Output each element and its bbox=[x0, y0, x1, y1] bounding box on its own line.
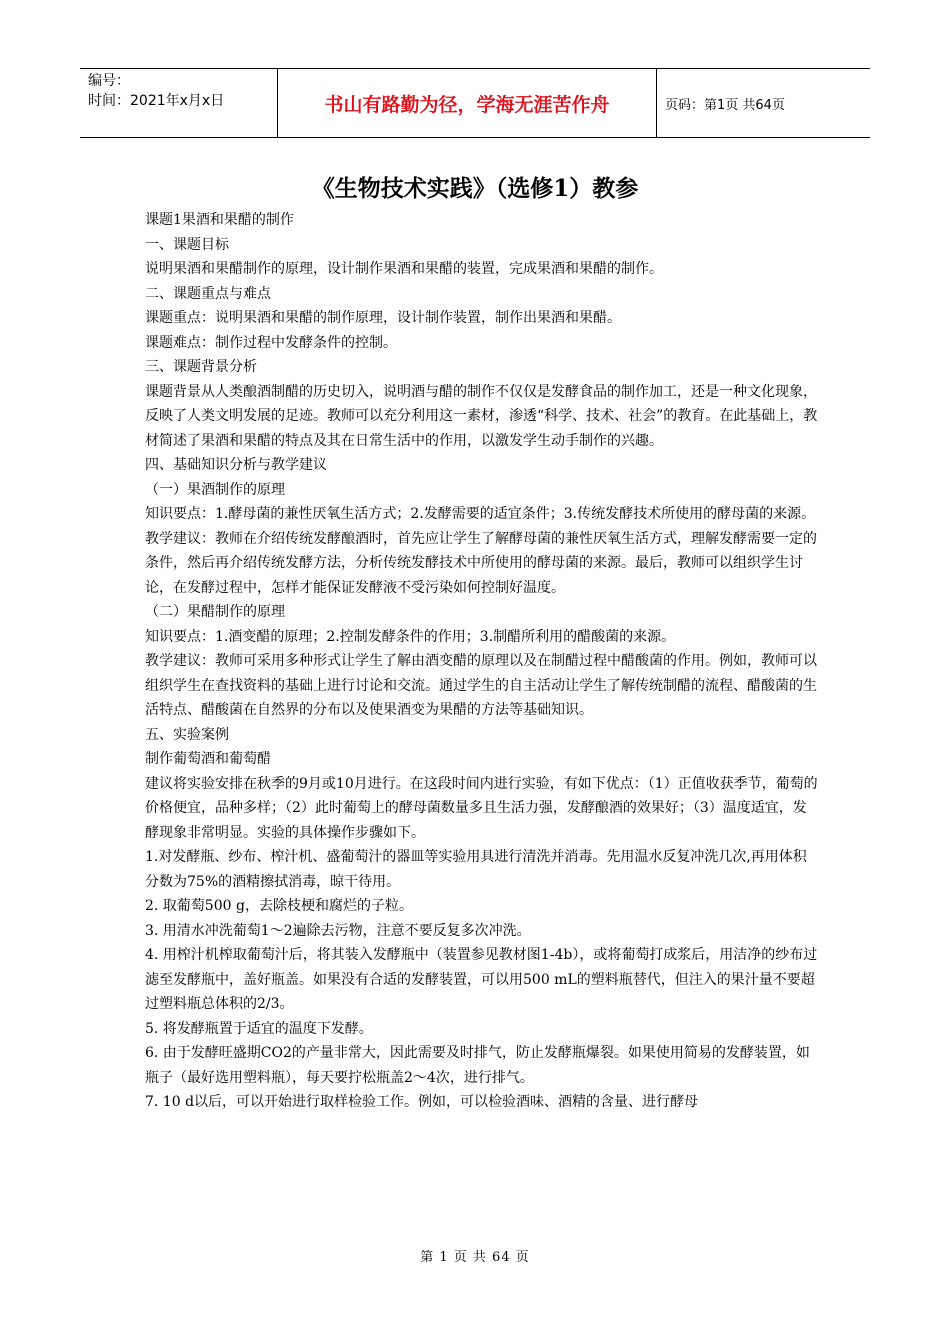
header-motto: 书山有路勤为径，学海无涯苦作舟 bbox=[278, 69, 657, 137]
paragraph: 知识要点：1.酵母菌的兼性厌氧生活方式；2.发酵需要的适宜条件；3.传统发酵技术所使用的酵母菌的来源。 bbox=[145, 506, 816, 522]
paragraph: 课题1果酒和果醋的制作 bbox=[145, 212, 294, 228]
paragraph: 三、课题背景分析 bbox=[145, 359, 257, 375]
paragraph: 知识要点：1.酒变醋的原理；2.控制发酵条件的作用；3.制醋所利用的醋酸菌的来源。 bbox=[145, 628, 676, 645]
paragraph: 6. 由于发酵旺盛期CO2的产量非常大，因此需要及时排气，防止发酵瓶爆裂。如果使用简易的发酵装置，如瓶子（最好选用塑料瓶），每天要拧松瓶盖2～4次，进行排气。 bbox=[145, 1045, 810, 1086]
paragraph: 5. 将发酵瓶置于适宜的温度下发酵。 bbox=[145, 1020, 373, 1037]
paragraph: 教学建议：教师可采用多种形式让学生了解由酒变醋的原理以及在制醋过程中醋酸菌的作用。例如，教师可以组织学生在查找资料的基础上进行讨论和交流。通过学生的自主活动让学生了解传统制醋的流程、醋酸菌的生活特点、醋酸菌在自然界的分布以及使果酒变为果醋的方法等基础知识。 bbox=[145, 653, 817, 718]
paragraph: 课题重点：说明果酒和果醋的制作原理，设计制作装置，制作出果酒和果醋。 bbox=[145, 310, 621, 326]
paragraph: 二、课题重点与难点 bbox=[145, 285, 271, 302]
paragraph: （二）果醋制作的原理 bbox=[145, 604, 285, 620]
paragraph: 课题背景从人类酿酒制醋的历史切入，说明酒与醋的制作不仅仅是发酵食品的制作加工，还是一种文化现象，反映了人类文明发展的足迹。教师可以充分利用这一素材，渗透“科学、技术、社会”的教育。在此基础上，教材简述了果酒和果醋的特点及其在日常生活中的作用，以激发学生动手制作的兴趣。 bbox=[145, 383, 818, 449]
paragraph: （一）果酒制作的原理 bbox=[145, 481, 285, 498]
paragraph: 3. 用清水冲洗葡萄1～2遍除去污物，注意不要反复多次冲洗。 bbox=[145, 922, 531, 939]
paragraph: 教学建议：教师在介绍传统发酵酿酒时，首先应让学生了解酵母菌的兼性厌氧生活方式，理解发酵需要一定的条件，然后再介绍传统发酵方法，分析传统发酵技术中所使用的酵母菌的来源。最后，教师可以组织学生讨论，在发酵过程中，怎样才能保证发酵液不受污染如何控制好温度。 bbox=[145, 530, 817, 596]
paragraph: 制作葡萄酒和葡萄醋 bbox=[145, 751, 271, 767]
page-header bbox=[80, 68, 870, 138]
paragraph: 2. 取葡萄500 g，去除枝梗和腐烂的子粒。 bbox=[145, 898, 413, 914]
document-title: 《生物技术实践》（选修1）教参 bbox=[311, 175, 639, 202]
header-page-info: 页码：第1页 共64页 bbox=[665, 97, 785, 113]
document-body bbox=[145, 208, 820, 1115]
paragraph: 4. 用榨汁机榨取葡萄汁后，将其装入发酵瓶中（装置参见教材图1-4b），或将葡萄打成浆后，用洁净的纱布过滤至发酵瓶中，盖好瓶盖。如果没有合适的发酵装置，可以用500 mL的塑料瓶替代，但注入的果汁量不要超过塑料瓶总体积的2/3。 bbox=[145, 947, 818, 1012]
document-date: 时间：2021年x月x日 bbox=[88, 93, 225, 109]
document-number: 编号： bbox=[88, 73, 130, 89]
header-meta bbox=[80, 69, 278, 137]
paragraph: 1.对发酵瓶、纱布、榨汁机、盛葡萄汁的器皿等实验用具进行清洗并消毒。先用温水反复冲洗几次,再用体积分数为75%的酒精擦拭消毒，晾干待用。 bbox=[145, 849, 807, 890]
page-footer: 第 1 页 共 64 页 bbox=[420, 1250, 530, 1265]
paragraph: 四、基础知识分析与教学建议 bbox=[145, 457, 327, 473]
paragraph: 课题难点：制作过程中发酵条件的控制。 bbox=[145, 334, 397, 351]
paragraph: 说明果酒和果醋制作的原理，设计制作果酒和果醋的装置，完成果酒和果醋的制作。 bbox=[145, 261, 663, 277]
paragraph: 建议将实验安排在秋季的9月或10月进行。在这段时间内进行实验，有如下优点：（1）正值收获季节，葡萄的价格便宜，品种多样；（2）此时葡萄上的酵母菌数量多且生活力强，发酵酿酒的效果好；（3）温度适宜，发酵现象非常明显。实验的具体操作步骤如下。 bbox=[145, 775, 818, 841]
paragraph: 一、课题目标 bbox=[145, 236, 229, 253]
paragraph: 7. 10 d以后，可以开始进行取样检验工作。例如，可以检验酒味、酒精的含量、进行酵母 bbox=[145, 1094, 699, 1110]
paragraph: 五、实验案例 bbox=[145, 726, 229, 743]
